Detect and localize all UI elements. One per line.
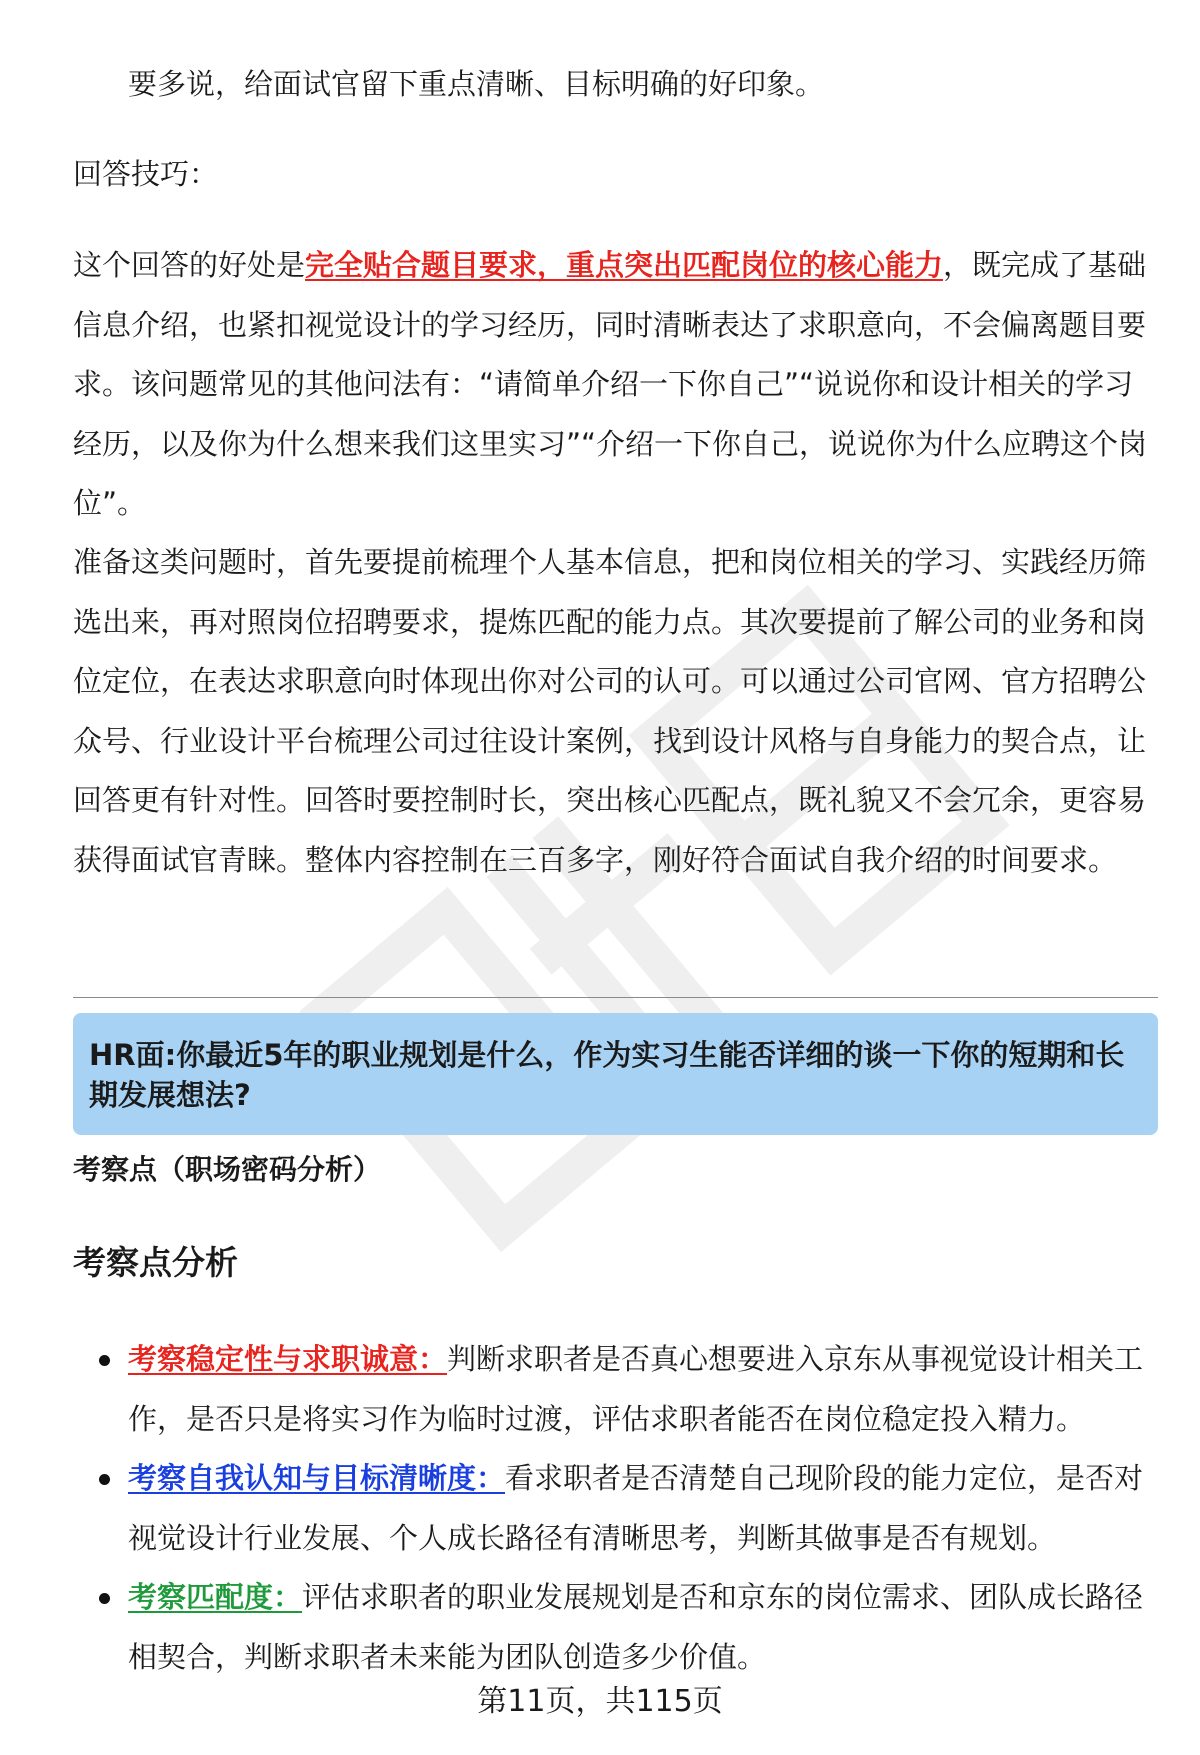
list-item xyxy=(128,1568,1158,1687)
section-divider xyxy=(73,997,1158,998)
section-heading: 考察点分析 xyxy=(73,1243,238,1282)
paragraph-prepare: 准备这类问题时，首先要提前梳理个人基本信息，把和岗位相关的学习、实践经历筛选出来，再对照岗位招聘要求，提炼匹配的能力点。其次要提前了解公司的业务和岗位定位，在表达求职意向时体现出你对公司的认可。可以通过公司官网、官方招聘公众号、行业设计平台梳理公司过往设计案例，找到设计风格与自身能力的契合点，让回答更有针对性。回答时要控制时长，突出核心匹配点，既礼貌又不会冗余，更容易获得面试官青睐。整体内容控制在三百多字，刚好符合面试自我介绍的时间要求。 xyxy=(73,545,1147,877)
list-item xyxy=(128,1449,1158,1568)
good-point-rest: ，既完成了基础信息介绍，也紧扣视觉设计的学习经历，同时清晰表达了求职意向，不会偏离题目要求。该问题常见的其他问法有：“请简单介绍一下你自己”“说说你和设计相关的学习经历，以及你为什么想来我们这里实习”“介绍一下你自己，说说你为什么应聘这个岗位”。 xyxy=(73,248,1148,520)
bullet-dot xyxy=(99,1593,110,1604)
good-point-highlight: 完全贴合题目要求，重点突出匹配岗位的核心能力 xyxy=(305,248,944,282)
bullet-label: 考察匹配度： xyxy=(128,1580,303,1614)
bullet-dot xyxy=(99,1355,110,1366)
good-point-lead: 这个回答的好处是 xyxy=(73,248,306,282)
question-box xyxy=(73,1013,1158,1135)
bullet-text: 评估求职者的职业发展规划是否和京东的岗位需求、团队成长路径相契合，判断求职者未来能为团队创造多少价值。 xyxy=(128,1580,1144,1674)
paragraph-intro-end: 要多说，给面试官留下重点清晰、目标明确的好印象。 xyxy=(128,67,825,101)
exam-point-label: 考察点（职场密码分析） xyxy=(73,1153,382,1186)
question-text: HR面:你最近5年的职业规划是什么，作为实习生能否详细的谈一下你的短期和长期发展想法? xyxy=(89,1038,1125,1112)
bullet-label: 考察稳定性与求职诚意： xyxy=(128,1342,448,1376)
exam-point-list xyxy=(128,1330,1158,1687)
list-item xyxy=(128,1330,1158,1449)
bullet-text: 看求职者是否清楚自己现阶段的能力定位，是否对视觉设计行业发展、个人成长路径有清晰思考，判断其做事是否有规划。 xyxy=(128,1461,1144,1555)
bullet-dot xyxy=(99,1474,110,1485)
page-footer: 第11页，共115页 xyxy=(477,1684,723,1719)
answer-tips-label: 回答技巧： xyxy=(73,157,219,191)
bullet-label: 考察自我认知与目标清晰度： xyxy=(128,1461,506,1495)
bullet-text: 判断求职者是否真心想要进入京东从事视觉设计相关工作，是否只是将实习作为临时过渡，评估求职者能否在岗位稳定投入精力。 xyxy=(128,1342,1144,1436)
paragraph-good-point xyxy=(73,236,1158,534)
